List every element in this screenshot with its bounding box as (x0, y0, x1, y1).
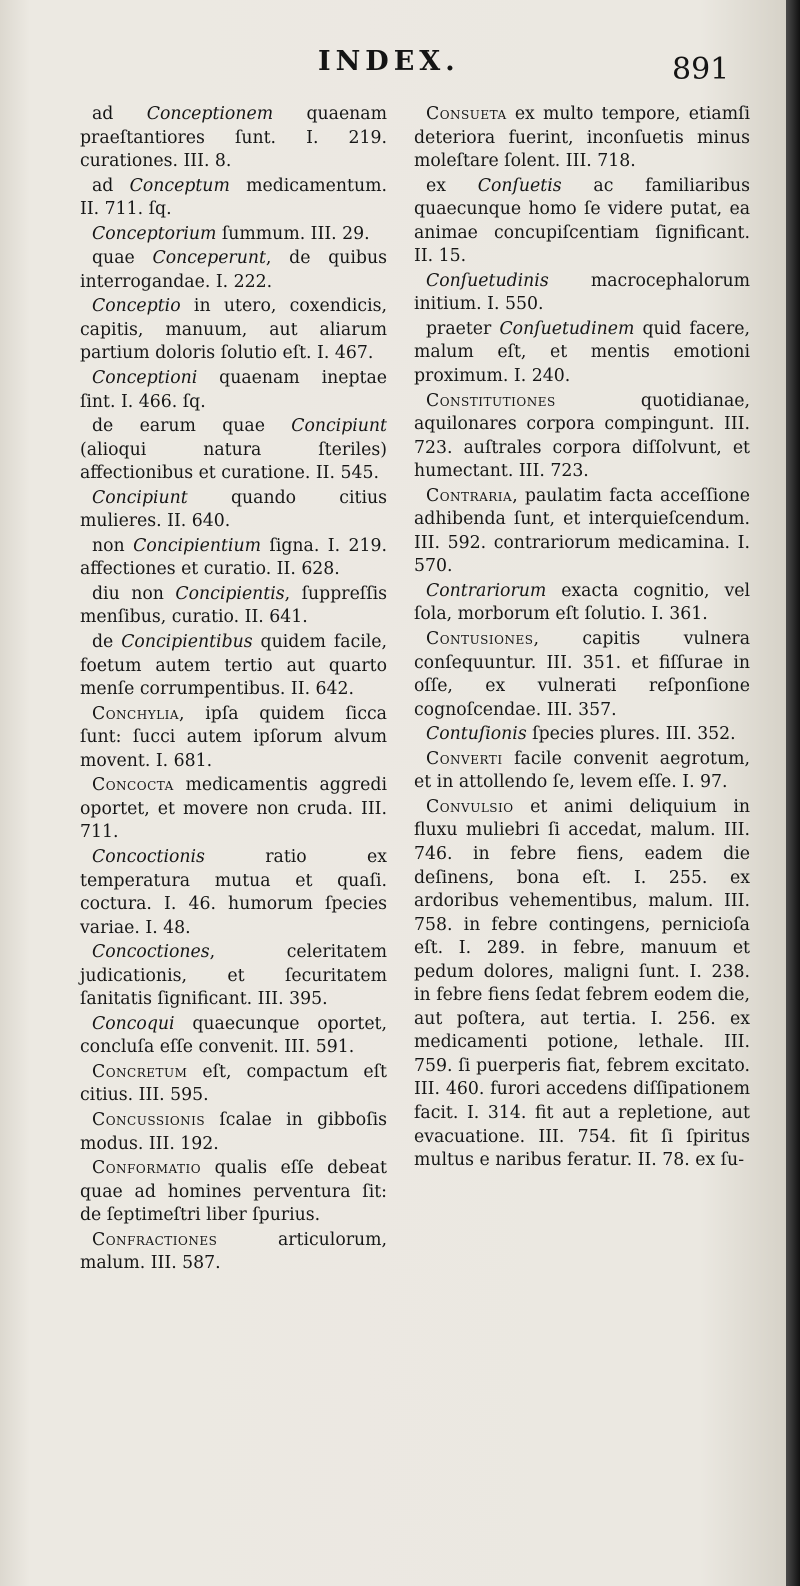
entry-text: (alioqui natura ſteriles) affectionibus et curatione. II. 545. (80, 439, 387, 484)
entry-keyword: Conceptum (129, 175, 230, 196)
entry-keyword: Concipiunt (291, 416, 387, 437)
index-entry (414, 318, 750, 389)
entry-keyword: Conſuetis (477, 175, 562, 196)
index-entry (414, 270, 750, 317)
index-entry (414, 796, 750, 1173)
entry-keyword: Converti (426, 748, 503, 769)
entry-text: , ſuppreſſis menſibus, curatio. II. 641. (80, 583, 387, 628)
entry-keyword: Concipientium (133, 535, 261, 556)
entry-text: quidem facile, foetum autem tertio aut quarto menſe corrumpentibus. II. 642. (80, 632, 387, 700)
index-entry (80, 631, 387, 702)
entry-text: , capitis vulnera conſequuntur. III. 351. et fiſſurae in oſſe, ex vulnerati reſponſione cognoſcendae. III. 357. (414, 629, 750, 720)
entry-text: quaenam ineptae ſint. I. 466. ſq. (80, 368, 387, 412)
index-entry (80, 295, 387, 366)
page-header (0, 46, 786, 96)
entry-keyword: Concipientis (175, 583, 285, 604)
entry-keyword: Conceptio (92, 296, 181, 317)
index-entry (414, 175, 750, 269)
index-entry (80, 415, 387, 486)
index-entry (414, 390, 750, 484)
index-entry (414, 580, 750, 627)
index-entry (414, 748, 750, 795)
entry-text: quotidianae, aquilonares corpora compingunt. III. 723. auſtrales corpora diſſolvunt, et humectant. III. 723. (414, 390, 750, 482)
entry-text: , de quibus interrogandae. I. 222. (80, 248, 387, 292)
index-entry (80, 487, 387, 534)
entry-text: ſpecies plures. III. 352. (526, 724, 736, 745)
entry-text: ſigna. I. 219. affectiones et curatio. II. 628. (80, 535, 387, 580)
index-entry (80, 774, 387, 845)
entry-text: ac familiaribus quaecunque homo ſe videre putat, ea animae concupiſcentiam ſignificant. II. 15. (414, 175, 750, 267)
index-entry (80, 367, 387, 414)
entry-text: qualis eſſe debeat quae ad homines perventura ſit: de ſeptimeſtri liber ſpurius. (80, 1158, 387, 1226)
entry-keyword: Concipientibus (121, 632, 253, 653)
index-entry (80, 1229, 387, 1276)
entry-prefix: ex (426, 175, 478, 196)
entry-prefix: praeter (426, 318, 500, 339)
entry-keyword: Contraria (426, 485, 513, 506)
entry-text: eſt, compactum eſt citius. III. 595. (80, 1061, 387, 1106)
entry-prefix: diu non (92, 583, 176, 604)
index-entry (80, 247, 387, 294)
index-entry (80, 703, 387, 774)
entry-keyword: Conceptionem (146, 104, 274, 124)
entry-keyword: Confractiones (92, 1229, 218, 1250)
entry-text: ratio ex temperatura mutua et quaſi. coctura. I. 46. humorum ſpecies variae. I. 48. (80, 846, 387, 938)
index-entry (80, 535, 387, 582)
entry-keyword: Convulsio (426, 796, 514, 817)
entry-text: , paulatim facta acceſſione adhibenda ſunt, et interquieſcendum. III. 592. contrariorum medicamina. I. 570. (414, 485, 750, 577)
entry-prefix: non (92, 535, 134, 556)
entry-keyword: Concoctiones (92, 942, 210, 963)
entry-text: , celeritatem judicationis, et ſecuritatem ſanitatis ſignificant. III. 395. (80, 942, 387, 1010)
entry-keyword: Conceptioni (92, 368, 198, 389)
page-edge-shadow (786, 0, 800, 1586)
entry-text: ſummum. III. 29. (216, 223, 370, 244)
page-number: 891 (672, 52, 730, 87)
right-column (414, 103, 750, 1174)
entry-keyword: Conformatio (92, 1158, 202, 1179)
entry-text: exacta cognitio, vel ſola, morborum eſt ſolutio. I. 361. (414, 580, 750, 625)
entry-keyword: Conſuetudinis (426, 270, 549, 291)
entry-keyword: Concocta (92, 775, 174, 796)
entry-text: medicamentum. II. 711. ſq. (80, 175, 387, 220)
index-entry (80, 583, 387, 630)
index-entry (414, 723, 750, 747)
left-column (80, 103, 387, 1277)
entry-keyword: Conceptorium (92, 223, 217, 244)
entry-text: medicamentis aggredi oportet, et movere non cruda. III. 711. (80, 775, 387, 843)
entry-keyword: Constitutiones (426, 390, 556, 411)
entry-text: quando citius mulieres. II. 640. (80, 487, 387, 532)
entry-keyword: Contuſionis (426, 724, 527, 745)
entry-keyword: Contusiones (426, 629, 534, 650)
entry-prefix: de (92, 632, 122, 653)
entry-text: ſcalae in gibboſis modus. III. 192. (80, 1109, 387, 1154)
index-entry (80, 223, 387, 247)
index-entry (80, 941, 387, 1012)
entry-keyword: Concoqui (92, 1013, 175, 1034)
index-entry (80, 103, 387, 174)
entry-keyword: Concoctionis (92, 846, 205, 867)
entry-text: et animi deliquium in fluxu muliebri ſi accedat, malum. III. 746. in febre fiens, eadem die deſinens, bona eſt. I. 255. ex ardoribus vehementibus, malum. III. 758. in febre contingens, pernicioſa eſt. I. 289. in febre, manuum et pedum dolores, maligni ſunt. I. 238. in febre fiens ſedat febrem eodem die, aut poſtera, aut tertia. I. 256. ex medicamenti potione, lethale. III. 759. ſi puerperis fiat, febrem excitato. III. 460. furori accedens diſſipationem facit. I. 314. fit aut a repletione, aut evacuatione. III. 754. fit ſi ſpiritus multus e naribus feratur. II. 78. ex ſu- (414, 796, 750, 1171)
index-entry (80, 1157, 387, 1228)
entry-text: facile convenit aegrotum, et in attollendo ſe, levem eſſe. I. 97. (414, 748, 750, 793)
entry-text: quaecunque oportet, concluſa eſſe convenit. III. 591. (80, 1013, 387, 1058)
entry-text: ex multo tempore, etiamſi deteriora fuerint, inconſuetis minus moleſtare ſolent. III. 718. (414, 104, 750, 172)
entry-text: , ipſa quidem ſicca ſunt: ſucci autem ipſorum alvum movent. I. 681. (80, 703, 387, 771)
entry-keyword: Concipiunt (92, 487, 188, 508)
entry-prefix: quae (92, 248, 153, 269)
index-entry (80, 1013, 387, 1060)
index-entry (80, 1061, 387, 1108)
entry-keyword: Conſuetudinem (499, 318, 635, 339)
index-entry (80, 846, 387, 940)
entry-text: in utero, coxendicis, capitis, manuum, aut aliarum partium doloris ſolutio eſt. I. 467. (80, 296, 387, 364)
entry-keyword: Conceperunt (152, 248, 266, 269)
entry-text: articulorum, malum. III. 587. (80, 1229, 387, 1274)
entry-keyword: Contrariorum (426, 580, 547, 601)
index-entry (414, 485, 750, 579)
entry-keyword: Consueta (426, 104, 507, 124)
entry-keyword: Concussionis (92, 1109, 206, 1130)
index-entry (80, 175, 387, 222)
entry-prefix: ad (92, 175, 130, 196)
entry-text: quaenam praeſtantiores ſunt. I. 219. curationes. III. 8. (80, 104, 387, 172)
entry-keyword: Concretum (92, 1061, 188, 1082)
entry-text: macrocephalorum initium. I. 550. (414, 270, 750, 315)
entry-prefix: ad (92, 104, 147, 124)
index-entry (414, 103, 750, 174)
entry-prefix: de earum quae (92, 416, 292, 437)
entry-text: quid facere, malum eſt, et mentis emotioni proximum. I. 240. (414, 318, 751, 387)
running-title: INDEX. (318, 46, 460, 77)
index-entry (414, 628, 750, 722)
entry-keyword: Conchylia (92, 703, 180, 724)
index-entry (80, 1109, 387, 1156)
